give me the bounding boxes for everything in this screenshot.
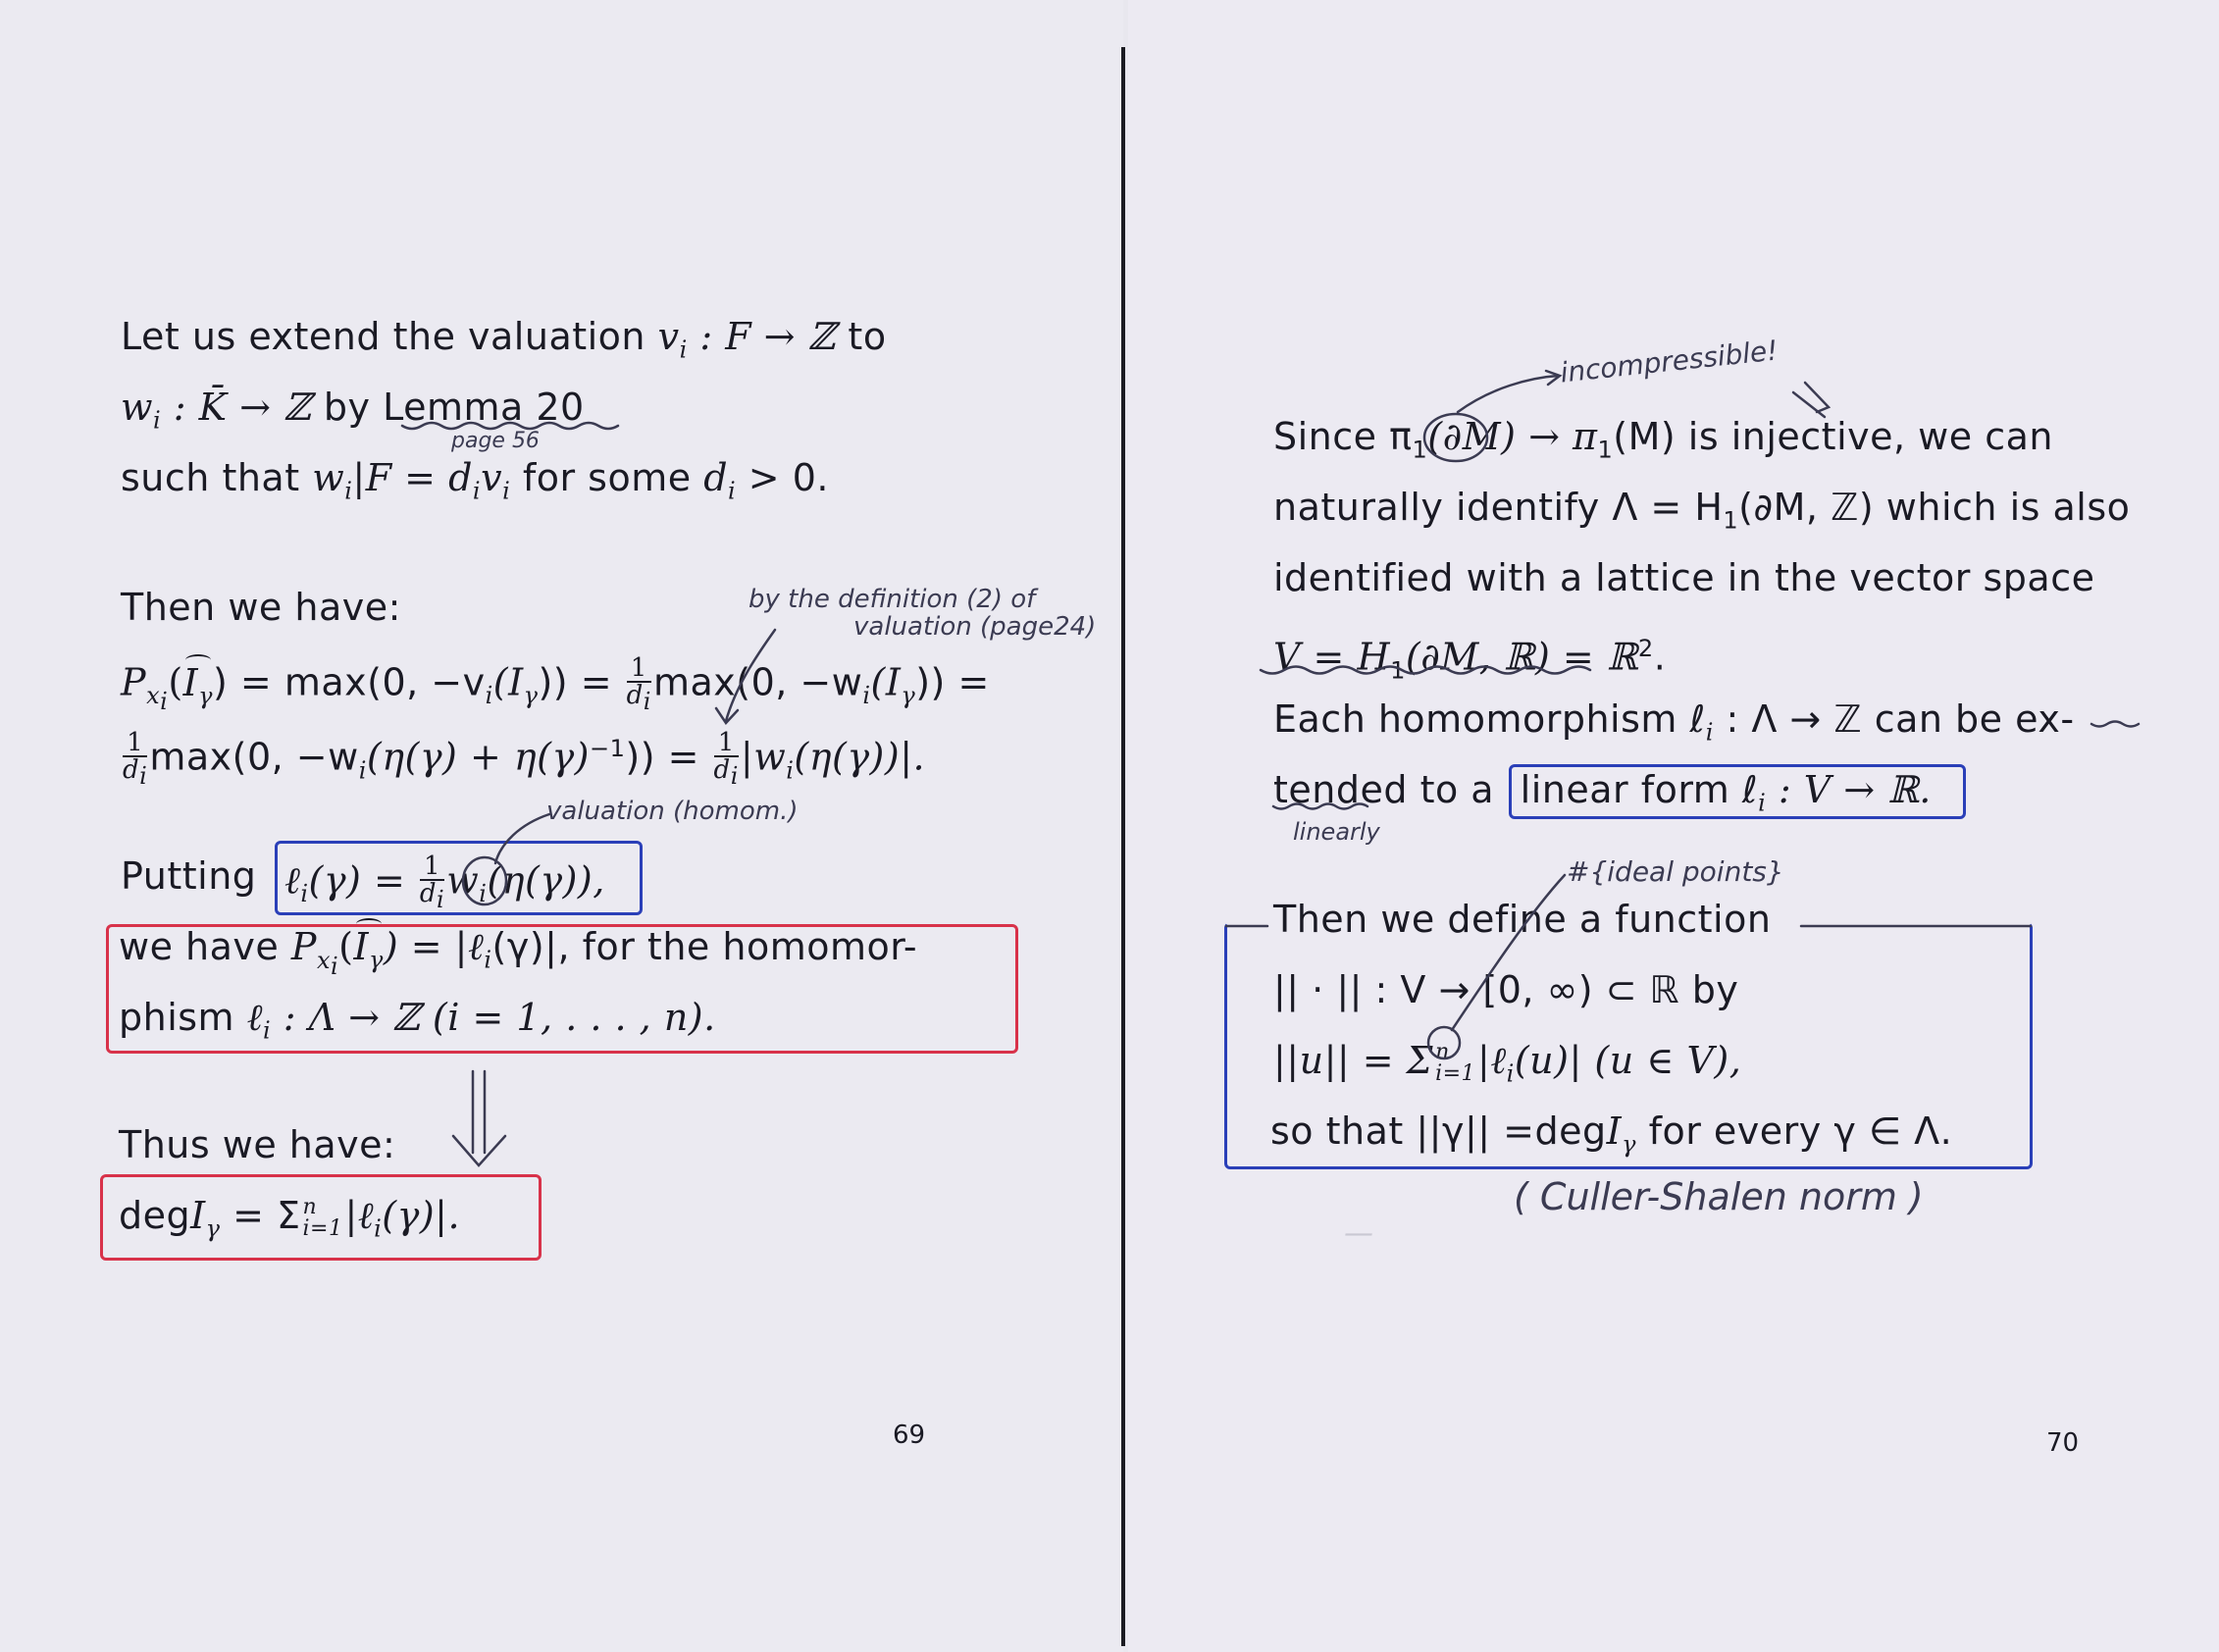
blue-box-definition [275,841,643,915]
text-define-function: Then we define a function [1273,898,1772,941]
text-line-lemma: $w_i$ : K̄ → ℤ by Lemma 20 [121,386,585,435]
note-valuation-page: valuation (page24) [853,612,1097,642]
note-linearly: linearly [1293,818,1380,846]
blue-box-norm-definition [1224,922,2033,1169]
page-number-right: 70 [2046,1428,2080,1458]
text-putting: Putting [121,854,257,898]
lemma-reference: Lemma 20 [383,386,585,429]
note-ideal-points: #{ideal points} [1567,855,1784,888]
text-phism: phism ℓ$_i$ : Λ → ℤ (i = 1, . . . , n). [119,996,716,1045]
text-since: Since $\pi_1(\partial M) \to \pi_1(M)$ is injective, we can [1273,415,2053,464]
note-page-56: page 56 [451,429,540,453]
note-valuation-homom: valuation (homom.) [546,797,799,826]
text-we-have: we have $P_{x_i}(I_\gamma)$ = |ℓ$_i$(γ)|, for the homomor- [119,924,917,988]
red-box-degree [100,1174,542,1261]
red-box-homomorphism [106,924,1018,1054]
text-so-that: so that ||γ|| =degI$_\gamma$ for every γ ∈ Λ. [1270,1110,1953,1159]
note-incompressible: incompressible! [1558,334,1780,389]
note-by-definition: by the definition (2) of [748,585,1036,614]
text-then-we-have: Then we have: [121,586,401,629]
text-line-such-that: such that $w_i|F = d_iv_i$ for some $d_i > 0$. [121,456,829,505]
blue-box-linear-form [1509,764,1966,819]
text-norm-formula: ||u|| = Σ n i=1 |ℓ$_i$(u)| (u ∈ V), [1273,1039,1742,1088]
putting-definition: ℓ$_i$(γ) = $\frac{1}{d_i}$ $w_i(\eta(\gamma))$, [284,852,605,914]
equation-line-2: $\frac{1}{d_i}$ max(0, $-w_i(\eta(\gamma) + \eta(\gamma)^{-1})$) = $\frac{1}{d_i}$ $|w_i(\eta(\gamma))|$. [123,728,926,791]
equation-line-1: $P_{x_i}(I_\gamma) = \max(0$, $-v_i(I_\gamma)$) = $\frac{1}{d_i}$ max(0, $-w_i(I_\gamma)$) = [121,655,990,724]
text-extended: tended to a linear form ℓ$_i$ : V → ℝ. [1273,768,1932,817]
right-page [1128,0,2219,1652]
note-culler-shalen: ( Culler-Shalen norm ) [1514,1175,1924,1218]
text-thus-we-have: Thus we have: [119,1123,396,1166]
text-line-extend: Let us extend the valuation $v_i$ : F → ℤ to [121,315,887,364]
book-spine [1121,47,1125,1646]
text-each-homomorphism: Each homomorphism ℓ$_i$ : Λ → ℤ can be ex- [1273,697,2075,747]
text-norm-map: || · || : V → [0, ∞) ⊂ ℝ by [1273,968,1739,1011]
text-vector-space: $V = H_1(\partial M$, ℝ) = ℝ$^2$. [1273,635,1667,685]
degree-formula: degI$_\gamma$ = Σ n i=1 |ℓ$_i$(γ)|. [119,1194,461,1243]
show-through-mark: — [1344,1216,1373,1251]
text-identify: naturally identify $\Lambda = H_1(\partial M$, ℤ) which is also [1273,486,2131,535]
page-number-left: 69 [893,1420,926,1450]
text-lattice: identified with a lattice in the vector space [1273,556,2095,599]
